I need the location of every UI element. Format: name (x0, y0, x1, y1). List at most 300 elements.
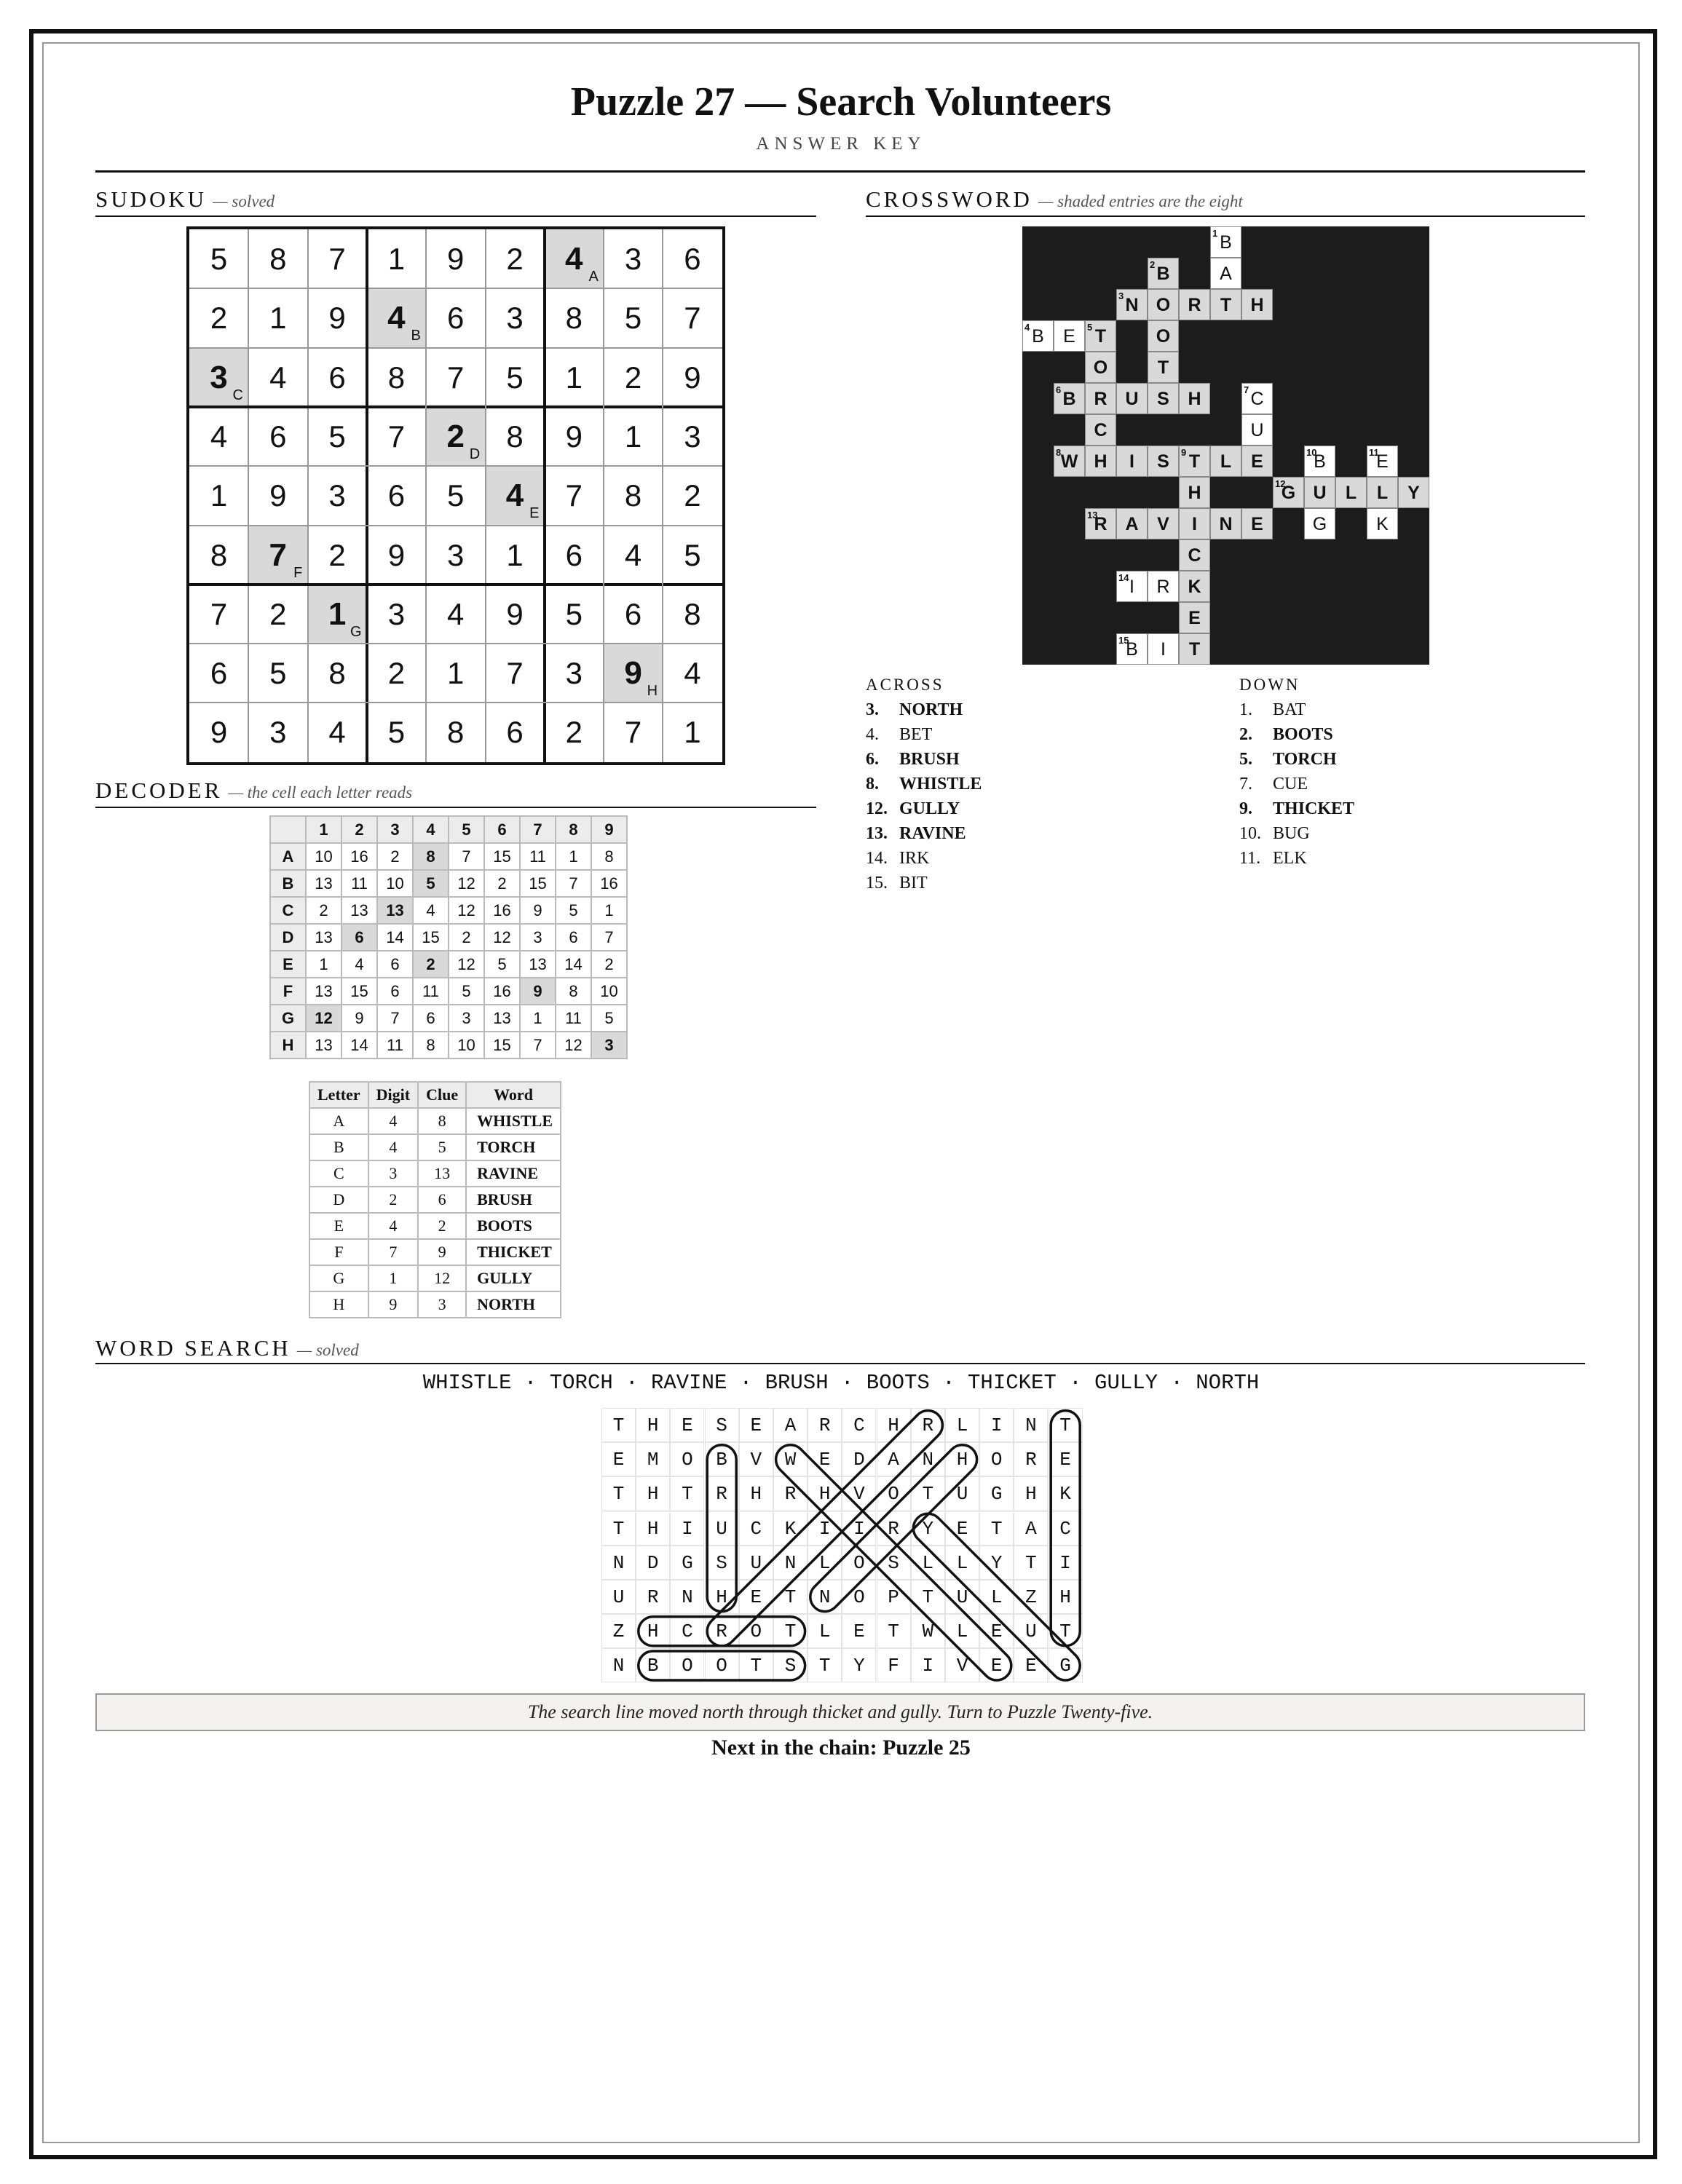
decoder-row-label: D (270, 924, 306, 951)
wordsearch-cell: G (670, 1546, 704, 1580)
decoder-row-label: E (270, 951, 306, 978)
sudoku-digit: 2 (565, 715, 583, 750)
wordsearch-cell: E (945, 1511, 979, 1546)
sudoku-digit: 5 (210, 242, 228, 276)
decoder-cell: 15 (413, 924, 449, 951)
wordsearch-cell: H (636, 1511, 670, 1546)
wordsearch-cell: E (842, 1614, 876, 1648)
sudoku-digit: 6 (447, 301, 465, 336)
wordsearch-cell: T (739, 1648, 773, 1682)
decoder-cell: 13 (484, 1005, 520, 1032)
crossword-letter: N (1125, 295, 1139, 315)
decoder-cell: 4 (413, 897, 449, 924)
wordsearch-cell: E (1049, 1442, 1083, 1476)
wordsearch-cell: W (773, 1442, 808, 1476)
wordsearch-found-loop (1051, 1411, 1080, 1646)
wordsearch-cell: T (911, 1580, 945, 1614)
sudoku-digit: 5 (387, 715, 406, 750)
wordsearch-cell: V (945, 1648, 979, 1682)
clue-number: 5. (1239, 750, 1252, 769)
wordsearch-cell: U (705, 1511, 739, 1546)
sudoku-digit: 6 (624, 596, 642, 631)
sudoku-digit: 7 (269, 537, 288, 573)
decoder-cell: 9 (341, 1005, 377, 1032)
decoder-cell: 5 (449, 978, 484, 1005)
decoder-cell: 7 (591, 924, 627, 951)
crossword-clue-number: 3 (1118, 290, 1124, 301)
decoder-table-cell: RAVINE (466, 1160, 561, 1187)
sudoku-digit: 3 (506, 301, 524, 336)
wordsearch-cell: O (705, 1648, 739, 1682)
decoder-column-header: 3 (377, 816, 413, 843)
sudoku-digit: 6 (506, 715, 524, 750)
sudoku-digit: 6 (269, 419, 287, 454)
sudoku-digit: 5 (624, 301, 642, 336)
decoder-column-header: 8 (556, 816, 591, 843)
clue-number: 3. (866, 700, 879, 719)
sudoku-digit: 2 (328, 537, 346, 572)
sudoku-digit: 5 (506, 360, 524, 395)
crossword-letter: V (1157, 514, 1169, 534)
decoder-table-cell: GULLY (466, 1265, 561, 1291)
decoder-table-cell: 12 (418, 1265, 466, 1291)
crossword-letter: R (1188, 295, 1201, 315)
sudoku-digit: 9 (565, 419, 583, 454)
wordsearch-cell: E (739, 1408, 773, 1442)
sudoku-digit: 2 (446, 418, 465, 454)
decoder-column-header: 7 (520, 816, 556, 843)
decoder-table-cell: D (309, 1187, 368, 1213)
wordsearch-cell: R (877, 1511, 911, 1546)
decoder-cell: 12 (484, 924, 520, 951)
decoder-table-cell: 3 (418, 1291, 466, 1318)
sudoku-digit: 6 (210, 656, 228, 691)
wordsearch-cell: G (979, 1476, 1014, 1511)
sudoku-digit: 6 (565, 537, 583, 572)
wordsearch-cell: E (670, 1408, 704, 1442)
crossword-letter: B (1220, 232, 1232, 253)
clue-answer: BAT (1273, 700, 1306, 719)
decoder-cell: 1 (306, 951, 341, 978)
sudoku-digit: 8 (684, 596, 701, 631)
decoder-cell: 8 (591, 843, 627, 870)
wordsearch-cell: T (773, 1580, 808, 1614)
decoder-cell: 2 (413, 951, 449, 978)
decoder-cell: 13 (306, 1032, 341, 1059)
sudoku-digit: 8 (387, 360, 406, 395)
wordsearch-cell: H (877, 1408, 911, 1442)
decoder-column-header: 2 (341, 816, 377, 843)
decoder-table-cell: 1 (368, 1265, 418, 1291)
sudoku-digit: 9 (328, 301, 346, 336)
decoder-cell: 6 (556, 924, 591, 951)
wordsearch-cell: E (979, 1614, 1014, 1648)
wordsearch-cell: H (636, 1614, 670, 1648)
crossword-letter: I (1129, 451, 1134, 472)
sudoku-digit: 9 (210, 715, 228, 750)
sudoku-digit: 4 (624, 537, 642, 572)
decoder-cell: 5 (556, 897, 591, 924)
wordsearch-cell: T (601, 1408, 636, 1442)
wordsearch-cell: L (945, 1614, 979, 1648)
sudoku-digit: 1 (447, 656, 465, 691)
decoder-cell: 13 (341, 897, 377, 924)
wordsearch-cell: M (636, 1442, 670, 1476)
wordsearch-cell: T (601, 1476, 636, 1511)
decoder-table-cell: 2 (368, 1187, 418, 1213)
wordsearch-cell: I (670, 1511, 704, 1546)
sudoku-digit: 3 (328, 478, 346, 513)
decoder-cell: 13 (306, 870, 341, 897)
crossword-letter: E (1188, 608, 1201, 628)
decoder-table-cell: C (309, 1160, 368, 1187)
clue-number: 8. (866, 775, 879, 794)
decoder-table-cell: 4 (368, 1108, 418, 1134)
decoder-table-cell: 9 (368, 1291, 418, 1318)
sudoku-digit: 1 (624, 419, 642, 454)
wordsearch-cell: T (1049, 1408, 1083, 1442)
sudoku-cell-tag: A (588, 269, 599, 285)
wordsearch-found-loop (639, 1651, 805, 1680)
decoder-cell: 5 (413, 870, 449, 897)
crossword-clue-number: 8 (1056, 447, 1062, 458)
wordsearch-cell: H (739, 1476, 773, 1511)
decoder-table-cell: B (309, 1134, 368, 1160)
sudoku-digit: 3 (684, 419, 701, 454)
crossword-letter: C (1250, 389, 1264, 409)
decoder-cell: 15 (520, 870, 556, 897)
clue-answer: BIT (899, 874, 928, 893)
decoder-cell: 14 (377, 924, 413, 951)
wordsearch-cell: T (670, 1476, 704, 1511)
decoder-column-header: 1 (306, 816, 341, 843)
wordsearch-cell: A (773, 1408, 808, 1442)
wordsearch-cell: O (739, 1614, 773, 1648)
decoder-table-cell: NORTH (466, 1291, 561, 1318)
decoder-table-cell: H (309, 1291, 368, 1318)
wordsearch-cell: C (739, 1511, 773, 1546)
decoder-cell: 13 (520, 951, 556, 978)
sudoku-digit: 4 (328, 715, 346, 750)
crossword-clue-number: 1 (1212, 228, 1218, 239)
decoder-cell: 12 (556, 1032, 591, 1059)
decoder-cell: 16 (341, 843, 377, 870)
wordsearch-cell: V (739, 1442, 773, 1476)
crossword-clue-number: 11 (1369, 447, 1379, 458)
crossword-letter: U (1250, 420, 1264, 440)
wordsearch-cell: I (842, 1511, 876, 1546)
crossword-letter: R (1094, 514, 1107, 534)
sudoku-digit: 2 (387, 656, 406, 691)
sudoku-digit: 8 (269, 242, 287, 276)
wordsearch-cell: T (1014, 1546, 1048, 1580)
crossword-letter: E (1251, 451, 1263, 472)
decoder-table-header: Letter (309, 1082, 368, 1108)
wordsearch-cell: I (979, 1408, 1014, 1442)
sudoku-digit: 3 (387, 596, 406, 631)
wordsearch-cell: S (705, 1408, 739, 1442)
decoder-table-cell: 7 (368, 1239, 418, 1265)
sudoku-digit: 2 (506, 242, 524, 276)
crossword-letter: Y (1407, 483, 1420, 503)
decoder-cell: 1 (591, 897, 627, 924)
wordsearch-cell: U (739, 1546, 773, 1580)
decoder-cell: 9 (520, 978, 556, 1005)
decoder-table-cell: TORCH (466, 1134, 561, 1160)
wordsearch-cell: U (601, 1580, 636, 1614)
wordsearch-cell: L (979, 1580, 1014, 1614)
wordsearch-cell: T (979, 1511, 1014, 1546)
sudoku-digit: 5 (269, 656, 287, 691)
decoder-cell: 12 (449, 951, 484, 978)
wordsearch-cell: B (705, 1442, 739, 1476)
wordsearch-cell: T (911, 1476, 945, 1511)
clue-number: 6. (866, 750, 879, 769)
wordsearch-found-loop (707, 1445, 736, 1612)
sudoku-digit: 7 (447, 360, 465, 395)
wordsearch-found-loop (770, 1439, 1017, 1687)
sudoku-digit: 3 (447, 537, 465, 572)
sudoku-digit: 3 (269, 715, 287, 750)
clue-number: 1. (1239, 700, 1252, 719)
wordsearch-cell: H (636, 1476, 670, 1511)
decoder-table-header: Digit (368, 1082, 418, 1108)
page-subtitle: ANSWER KEY (756, 134, 926, 154)
sudoku-digit: 5 (684, 537, 701, 572)
wordsearch-cell: T (601, 1511, 636, 1546)
decoder-cell: 7 (377, 1005, 413, 1032)
wordsearch-cell: C (842, 1408, 876, 1442)
wordsearch-cell: P (877, 1580, 911, 1614)
crossword-letter: U (1125, 389, 1139, 409)
crossword-letter: O (1093, 357, 1108, 378)
crossword-letter: E (1376, 451, 1389, 472)
sudoku-digit: 8 (624, 478, 642, 513)
crossword-letter: R (1156, 577, 1170, 597)
sudoku-digit: 5 (447, 478, 465, 513)
wordsearch-cell: R (1014, 1442, 1048, 1476)
decoder-cell: 11 (413, 978, 449, 1005)
decoder-cell: 5 (484, 951, 520, 978)
wordsearch-cell: V (842, 1476, 876, 1511)
decoder-row-label: B (270, 870, 306, 897)
sudoku-note: — solved (213, 192, 275, 210)
decoder-table-cell: 8 (418, 1108, 466, 1134)
crossword-letter: H (1188, 389, 1201, 409)
clue-number: 7. (1239, 775, 1252, 794)
wordsearch-cell: S (773, 1648, 808, 1682)
wordsearch-cell: K (773, 1511, 808, 1546)
decoder-cell: 10 (449, 1032, 484, 1059)
crossword-letter: H (1188, 483, 1201, 503)
page-title: Puzzle 27 — Search Volunteers (570, 79, 1112, 124)
across-heading: ACROSS (866, 676, 944, 694)
crossword-letter: T (1094, 326, 1107, 347)
clue-number: 10. (1239, 824, 1261, 843)
decoder-cell: 10 (377, 870, 413, 897)
crossword-clue-number: 10 (1306, 447, 1317, 458)
crossword-letter: E (1251, 514, 1263, 534)
decoder-table-cell: F (309, 1239, 368, 1265)
crossword-clue-number: 6 (1056, 384, 1062, 395)
decoder-column-header: 6 (484, 816, 520, 843)
wordsearch-cell: L (808, 1614, 842, 1648)
crossword-letter: C (1094, 420, 1107, 440)
decoder-cell: 10 (306, 843, 341, 870)
wordsearch-cell: R (705, 1476, 739, 1511)
crossword-clue-number: 9 (1181, 447, 1187, 458)
decoder-table-header: Clue (418, 1082, 466, 1108)
sudoku-digit: 8 (328, 656, 346, 691)
decoder-row-label: H (270, 1032, 306, 1059)
decoder-table-cell: G (309, 1265, 368, 1291)
wordsearch-cell: E (979, 1648, 1014, 1682)
decoder-cell: 11 (377, 1032, 413, 1059)
wordsearch-cell: A (877, 1442, 911, 1476)
decoder-table-cell: A (309, 1108, 368, 1134)
decoder-cell: 4 (341, 951, 377, 978)
sudoku-digit: 9 (387, 537, 406, 572)
decoder-cell: 9 (520, 897, 556, 924)
crossword-letter: T (1220, 295, 1232, 315)
wordsearch-cell: H (945, 1442, 979, 1476)
decoder-row-label: F (270, 978, 306, 1005)
crossword-letter: T (1188, 639, 1201, 660)
crossword-letter: I (1161, 639, 1166, 660)
decoder-table-cell: 3 (368, 1160, 418, 1187)
wordsearch-cell: N (601, 1546, 636, 1580)
decoder-cell: 13 (377, 897, 413, 924)
crossword-heading-text: CROSSWORD (866, 186, 1033, 212)
down-heading: DOWN (1239, 676, 1300, 694)
decoder-cell: 2 (591, 951, 627, 978)
decoder-cell: 15 (484, 1032, 520, 1059)
crossword-letter: I (1129, 577, 1134, 597)
sudoku-digit: 1 (387, 242, 406, 276)
decoder-table-cell: 4 (368, 1213, 418, 1239)
crossword-letter: N (1219, 514, 1233, 534)
crossword-letter: O (1156, 295, 1171, 315)
decoder-cell: 16 (591, 870, 627, 897)
decoder-column-header: 9 (591, 816, 627, 843)
crossword-clue-number: 7 (1244, 384, 1249, 395)
sudoku-digit: 4 (684, 656, 701, 691)
crossword-letter: H (1250, 295, 1264, 315)
clue-answer: GULLY (899, 799, 960, 818)
sudoku-digit: 3 (624, 242, 642, 276)
next-puzzle: Next in the chain: Puzzle 25 (711, 1736, 971, 1760)
wordsearch-cell: E (601, 1442, 636, 1476)
crossword-letter: B (1126, 639, 1138, 660)
wordsearch-cell: B (636, 1648, 670, 1682)
sudoku-heading-text: SUDOKU (95, 186, 208, 212)
decoder-cell: 2 (306, 897, 341, 924)
clue-number: 2. (1239, 725, 1252, 744)
wordsearch-cell: I (911, 1648, 945, 1682)
wordsearch-cell: O (670, 1648, 704, 1682)
sudoku-digit: 9 (269, 478, 287, 513)
decoder-column-header: 4 (413, 816, 449, 843)
wordsearch-cell: D (636, 1546, 670, 1580)
wordsearch-cell: I (808, 1511, 842, 1546)
crossword-letter: K (1376, 514, 1389, 534)
clue-number: 14. (866, 849, 888, 868)
wordsearch-cell: U (945, 1476, 979, 1511)
crossword-letter: R (1094, 389, 1107, 409)
decoder-cell: 7 (520, 1032, 556, 1059)
decoder-cell: 2 (449, 924, 484, 951)
crossword-letter: A (1220, 264, 1232, 284)
sudoku-digit: 1 (210, 478, 228, 513)
crossword-clue-number: 4 (1024, 322, 1030, 333)
wordsearch-cell: E (808, 1442, 842, 1476)
decoder-cell: 1 (520, 1005, 556, 1032)
sudoku-digit: 7 (210, 596, 228, 631)
clue-answer: RAVINE (899, 824, 966, 843)
decoder-table-cell: 6 (418, 1187, 466, 1213)
sudoku-digit: 6 (387, 478, 406, 513)
clue-answer: NORTH (899, 700, 963, 719)
sudoku-digit: 4 (269, 360, 287, 395)
crossword-letter: S (1157, 389, 1169, 409)
wordsearch-cell: R (911, 1408, 945, 1442)
clue-answer: BUG (1273, 824, 1310, 843)
sudoku-digit: 7 (565, 478, 583, 513)
sudoku-digit: 9 (447, 242, 465, 276)
wordsearch-cell: R (705, 1614, 739, 1648)
sudoku-digit: 7 (506, 656, 524, 691)
clue-number: 9. (1239, 799, 1252, 818)
crossword-letter: B (1062, 389, 1076, 409)
footnote: The search line moved north through thicket and gully. Turn to Puzzle Twenty-five. (95, 1693, 1585, 1731)
sudoku-digit: 4 (447, 596, 465, 631)
crossword-clue-number: 2 (1150, 259, 1156, 270)
decoder-cell: 6 (377, 951, 413, 978)
clue-answer: TORCH (1273, 750, 1337, 769)
sudoku-cell-tag: D (469, 446, 481, 462)
wordsearch-cell: U (945, 1580, 979, 1614)
decoder-cell: 8 (556, 978, 591, 1005)
crossword-letter: O (1156, 326, 1171, 347)
decoder-cell: 8 (413, 843, 449, 870)
sudoku-digit: 9 (624, 655, 642, 692)
wordsearch-cell: O (842, 1580, 876, 1614)
decoder-cell: 6 (341, 924, 377, 951)
decoder-table-cell: THICKET (466, 1239, 561, 1265)
clue-number: 13. (866, 824, 888, 843)
decoder-cell: 11 (520, 843, 556, 870)
decoder-cell: 13 (306, 924, 341, 951)
decoder-cell: 7 (556, 870, 591, 897)
decoder-cell: 16 (484, 897, 520, 924)
sudoku-cell-tag: F (293, 564, 303, 581)
wordsearch-cell: Y (842, 1648, 876, 1682)
crossword-letter: W (1060, 451, 1078, 472)
decoder-cell: 12 (306, 1005, 341, 1032)
crossword-letter: C (1188, 545, 1201, 566)
sudoku-digit: 4 (210, 419, 228, 454)
wordsearch-cell: T (773, 1614, 808, 1648)
wordsearch-note: — solved (296, 1341, 359, 1359)
wordsearch-cell: O (877, 1476, 911, 1511)
wordsearch-cell: H (636, 1408, 670, 1442)
sudoku-digit: 5 (565, 596, 583, 631)
wordsearch-cell: R (636, 1580, 670, 1614)
sudoku-digit: 1 (565, 360, 583, 395)
decoder-cell: 5 (591, 1005, 627, 1032)
sudoku-cell-tag: C (232, 387, 243, 403)
wordsearch-cell: L (808, 1546, 842, 1580)
